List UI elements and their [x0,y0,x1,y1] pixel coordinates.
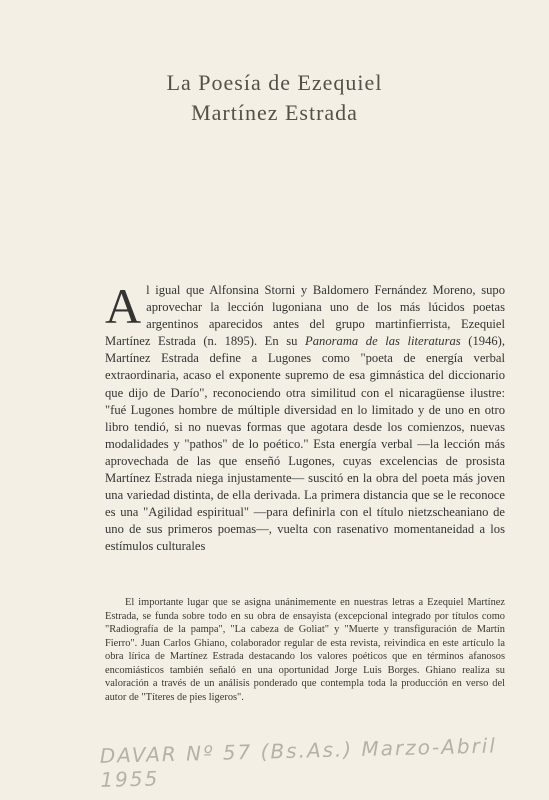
editorial-note: El importante lugar que se asigna unánimemente en nuestras letras a Ezequiel Martínez Estrada, se funda sobre todo en su obra de ensayista (excepcional integrado por títulos como "Radiografía de la pampa", "La cabeza de Goliat" y "Muerte y transfiguración de Martín Fierro". Juan Carlos Ghiano, colaborador regular de esta revista, reivindica en este artículo la obra lírica de Martínez Estrada destacando los valores poéticos que en términos afanosos encomiásticos también señaló en una oportunidad Jorge Luis Borges. Ghiano realiza su valoración a través de un análisis ponderado que contempla toda la producción en verso del autor de "Títeres de pies ligeros". [105,597,505,703]
book-title: Panorama de las literaturas [305,334,461,349]
article-title-line-1: La Poesía de Ezequiel [166,70,383,95]
article-body [105,278,506,556]
article-title-line-2: Martínez Estrada [191,100,358,125]
handwritten-annotation: DAVAR Nº 57 (Bs.As.) Marzo-Abril 1955 [99,733,498,792]
article-text-part-2: (1946), Martínez Estrada define a Lugones como "poeta de energía verbal extraordinaria, acaso el exponente supremo de esa gimnástica del diccionario que dijo de Darío", reconociendo otra similitud con el nicaragüense ilustre: "fué Lugones hombre de múltiple diversidad en lo limitado y de uno en otro libro tendió, si no nuevas formas que agotara desde los comienzos, nuevas modalidades y "pathos" de lo poético." Esta energía verbal —la lección más aprovechada de las que enseñó Lugones, cuyas excelencias de prosista Martínez Estrada niega injustamente— suscitó en la obra del poeta más joven una variedad distinta, de ella derivada. La primera distancia que se le reconoce es una "Agilidad espiritual" —para definirla con el título nietzscheaniano de uno de sus primeros poemas—, vuelta con rasenativo momentaneidad a los estímulos culturales [105,334,506,554]
drop-cap: A [105,278,142,334]
article-text-part-1: l igual que Alfonsina Storni y Baldomero Fernández Moreno, supo aprovechar la lección lugoniana uno de los más lúcidos poetas argentinos aparecidos antes del grupo martinfierrista, Ezequiel Martínez Estrada (n. 1895). En su [105,283,505,349]
